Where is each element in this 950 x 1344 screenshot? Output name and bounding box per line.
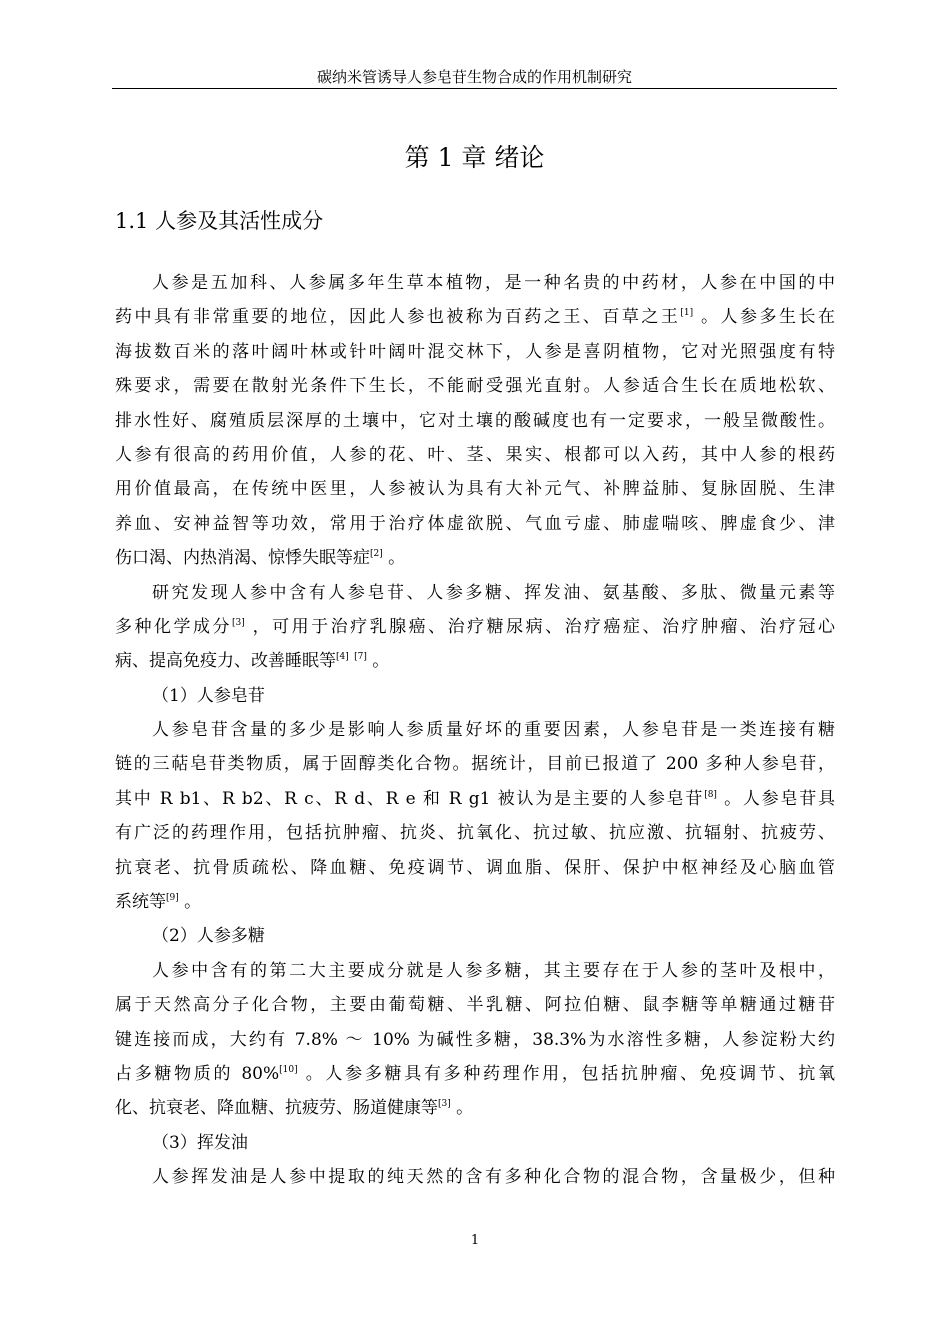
text-segment: 。人参多糖具有多种药理作用，包括抗肿瘤、免疫调节、抗氧 (297, 1063, 835, 1084)
header-rule (112, 88, 837, 89)
text-line (115, 438, 835, 472)
text-segment: 研究发现人参中含有人参皂苷、人参多糖、挥发油、氨基酸、多肽、微量元素等 (152, 582, 835, 603)
text-segment: 。 (450, 1098, 474, 1119)
text-line (115, 541, 835, 575)
text-line (115, 644, 835, 678)
text-segment: （3）挥发油 (152, 1132, 248, 1153)
section-title: 1.1 人参及其活性成分 (115, 209, 324, 233)
text-line (115, 369, 835, 403)
text-line (115, 919, 835, 953)
chapter-title: 第 1 章 绪论 (404, 143, 545, 172)
running-header: 碳纳米管诱导人参皂苷生物合成的作用机制研究 (316, 68, 632, 86)
text-segment: （1）人参皂苷 (152, 685, 265, 706)
text-segment: 排水性好、腐殖质层深厚的土壤中，它对土壤的酸碱度也有一定要求，一般呈微酸性。 (115, 410, 835, 431)
text-segment: 海拔数百米的落叶阔叶林或针叶阔叶混交林下，人参是喜阴植物，它对光照强度有特 (115, 341, 835, 362)
text-line (115, 1091, 835, 1125)
text-segment: 。 (178, 892, 202, 913)
text-segment: 殊要求，需要在散射光条件下生长，不能耐受强光直射。人参适合生长在质地松软、 (115, 376, 835, 397)
text-line (115, 851, 835, 885)
citation-ref: [4] (336, 652, 349, 663)
citation-ref: [2] (370, 549, 383, 560)
text-line (115, 576, 835, 610)
text-segment: 。人参皂苷具 (716, 788, 835, 809)
text-segment: 多种化学成分 (115, 616, 232, 637)
text-line (115, 782, 835, 816)
text-segment: 人参有很高的药用价值，人参的花、叶、茎、果实、根都可以入药，其中人参的根药 (115, 444, 835, 465)
text-line (115, 747, 835, 781)
text-segment: 病、提高免疫力、改善睡眠等 (115, 651, 336, 672)
text-segment: 化、抗衰老、降血糖、抗疲劳、肠道健康等 (115, 1098, 438, 1119)
text-line (115, 1126, 835, 1160)
text-segment: （2）人参多糖 (152, 926, 265, 947)
text-line (115, 472, 835, 506)
text-segment: 有广泛的药理作用，包括抗肿瘤、抗炎、抗氧化、抗过敏、抗应激、抗辐射、抗疲劳、 (115, 823, 835, 844)
text-segment: 链的三萜皂苷类物质，属于固醇类化合物。据统计，目前已报道了 200 多种人参皂苷， (115, 754, 835, 775)
text-segment: 。 (366, 651, 390, 672)
text-line (115, 713, 835, 747)
text-line (115, 816, 835, 850)
text-line (115, 335, 835, 369)
text-line (115, 1023, 835, 1057)
citation-ref: [9] (166, 893, 179, 904)
citation-ref: [3] (438, 1099, 451, 1110)
text-line (115, 988, 835, 1022)
text-line (115, 300, 835, 334)
citation-ref: [10] (279, 1064, 298, 1075)
text-line (115, 679, 835, 713)
text-segment: 养血、安神益智等功效，常用于治疗体虚欲脱、气血亏虚、肺虚喘咳、脾虚食少、津 (115, 513, 835, 534)
citation-ref: [7] (354, 652, 367, 663)
text-line (115, 507, 835, 541)
text-segment: 其中 R b1、R b2、R c、R d、R e 和 R g1 被认为是主要的人参皂苷 (115, 788, 705, 809)
text-line (115, 954, 835, 988)
text-line (115, 404, 835, 438)
citation-ref: [8] (704, 789, 717, 800)
text-segment: 。人参多生长在 (693, 307, 835, 328)
text-segment: 伤口渴、内热消渴、惊悸失眠等症 (115, 548, 370, 569)
text-segment: ，可用于治疗乳腺癌、治疗糖尿病、治疗癌症、治疗肿瘤、治疗冠心 (244, 616, 836, 637)
citation-ref: [3] (231, 617, 245, 628)
text-line (115, 266, 835, 300)
text-line (115, 885, 835, 919)
text-segment: 键连接而成，大约有 7.8% ～ 10% 为碱性多糖，38.3%为水溶性多糖，人参淀粉大约 (115, 1029, 835, 1050)
citation-ref: [1] (680, 308, 694, 319)
text-segment: 人参挥发油是人参中提取的纯天然的含有多种化合物的混合物，含量极少，但种 (152, 1167, 835, 1188)
text-segment: 用价值最高，在传统中医里，人参被认为具有大补元气、补脾益肺、复脉固脱、生津 (115, 479, 835, 500)
text-segment: 药中具有非常重要的地位，因此人参也被称为百药之王、百草之王 (115, 307, 681, 328)
page-number: 1 (470, 1233, 480, 1248)
text-segment: 系统等 (115, 892, 166, 913)
text-segment: 抗衰老、抗骨质疏松、降血糖、免疫调节、调血脂、保肝、保护中枢神经及心脑血管 (115, 857, 835, 878)
text-line (115, 610, 835, 644)
text-line (115, 1057, 835, 1091)
text-line (115, 1160, 835, 1194)
text-segment: 属于天然高分子化合物，主要由葡萄糖、半乳糖、阿拉伯糖、鼠李糖等单糖通过糖苷 (115, 995, 835, 1016)
text-segment: 人参是五加科、人参属多年生草本植物，是一种名贵的中药材，人参在中国的中 (152, 273, 835, 293)
body-text (115, 266, 835, 1195)
text-segment: 人参中含有的第二大主要成分就是人参多糖，其主要存在于人参的茎叶及根中， (152, 960, 835, 981)
text-segment: 人参皂苷含量的多少是影响人参质量好坏的重要因素，人参皂苷是一类连接有糖 (152, 720, 835, 741)
text-segment: 。 (382, 548, 406, 569)
text-segment: 占多糖物质的 80% (115, 1063, 280, 1084)
